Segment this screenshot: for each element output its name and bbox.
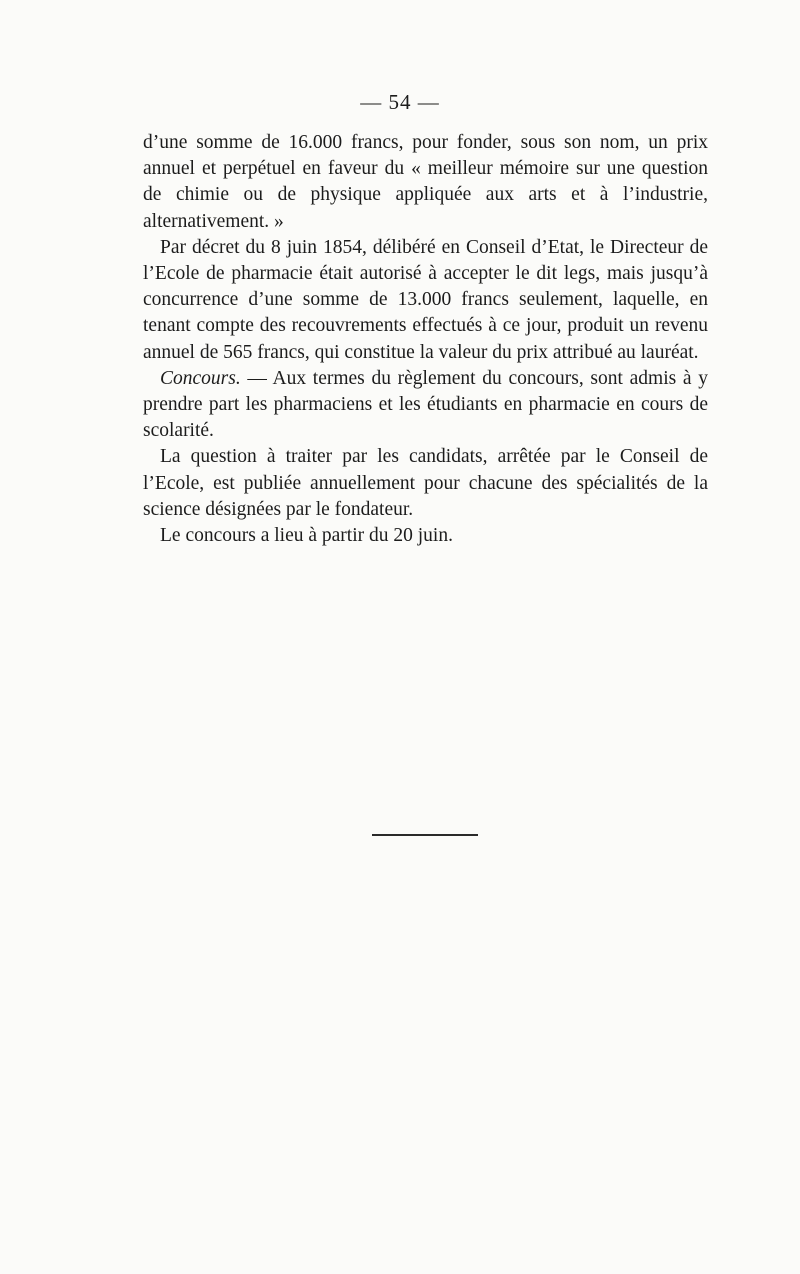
page-number: — 54 — — [360, 90, 440, 114]
concours-text: — Aux termes du règlement du concours, sont admis à y prendre part les pharmaciens et les étudiants en pharmacie en cours de scolarité. — [143, 367, 708, 442]
concours-heading: Concours. — [160, 367, 241, 389]
paragraph-date: Le concours a lieu à partir du 20 juin. — [160, 525, 453, 547]
paragraph-question: La question à traiter par les candidats, arrêtée par le Conseil de l’Ecole, est publiée annuellement pour chacune des spécialités de la science désignées par le fondateur. — [143, 446, 708, 520]
paragraph-decree: Par décret du 8 juin 1854, délibéré en Conseil d’Etat, le Directeur de l’Ecole de pharmacie était autorisé à accepter le dit legs, mais jusqu’à concurrence d’une somme de 13.000 francs seulement, laquelle, en tenant compte des recouvrements effectués à ce jour, produit un revenu annuel de 565 francs, qui constitue la valeur du prix attribué au lauréat. — [143, 236, 708, 363]
body-text — [143, 130, 708, 549]
section-divider — [372, 834, 478, 836]
paragraph-legacy-amount: d’une somme de 16.000 francs, pour fonder, sous son nom, un prix annuel et perpétuel en faveur du « meilleur mémoire sur une question de chimie ou de physique appliquée aux arts et à l’industrie, alternativement. » — [143, 132, 708, 232]
paragraph-concours — [143, 366, 708, 445]
